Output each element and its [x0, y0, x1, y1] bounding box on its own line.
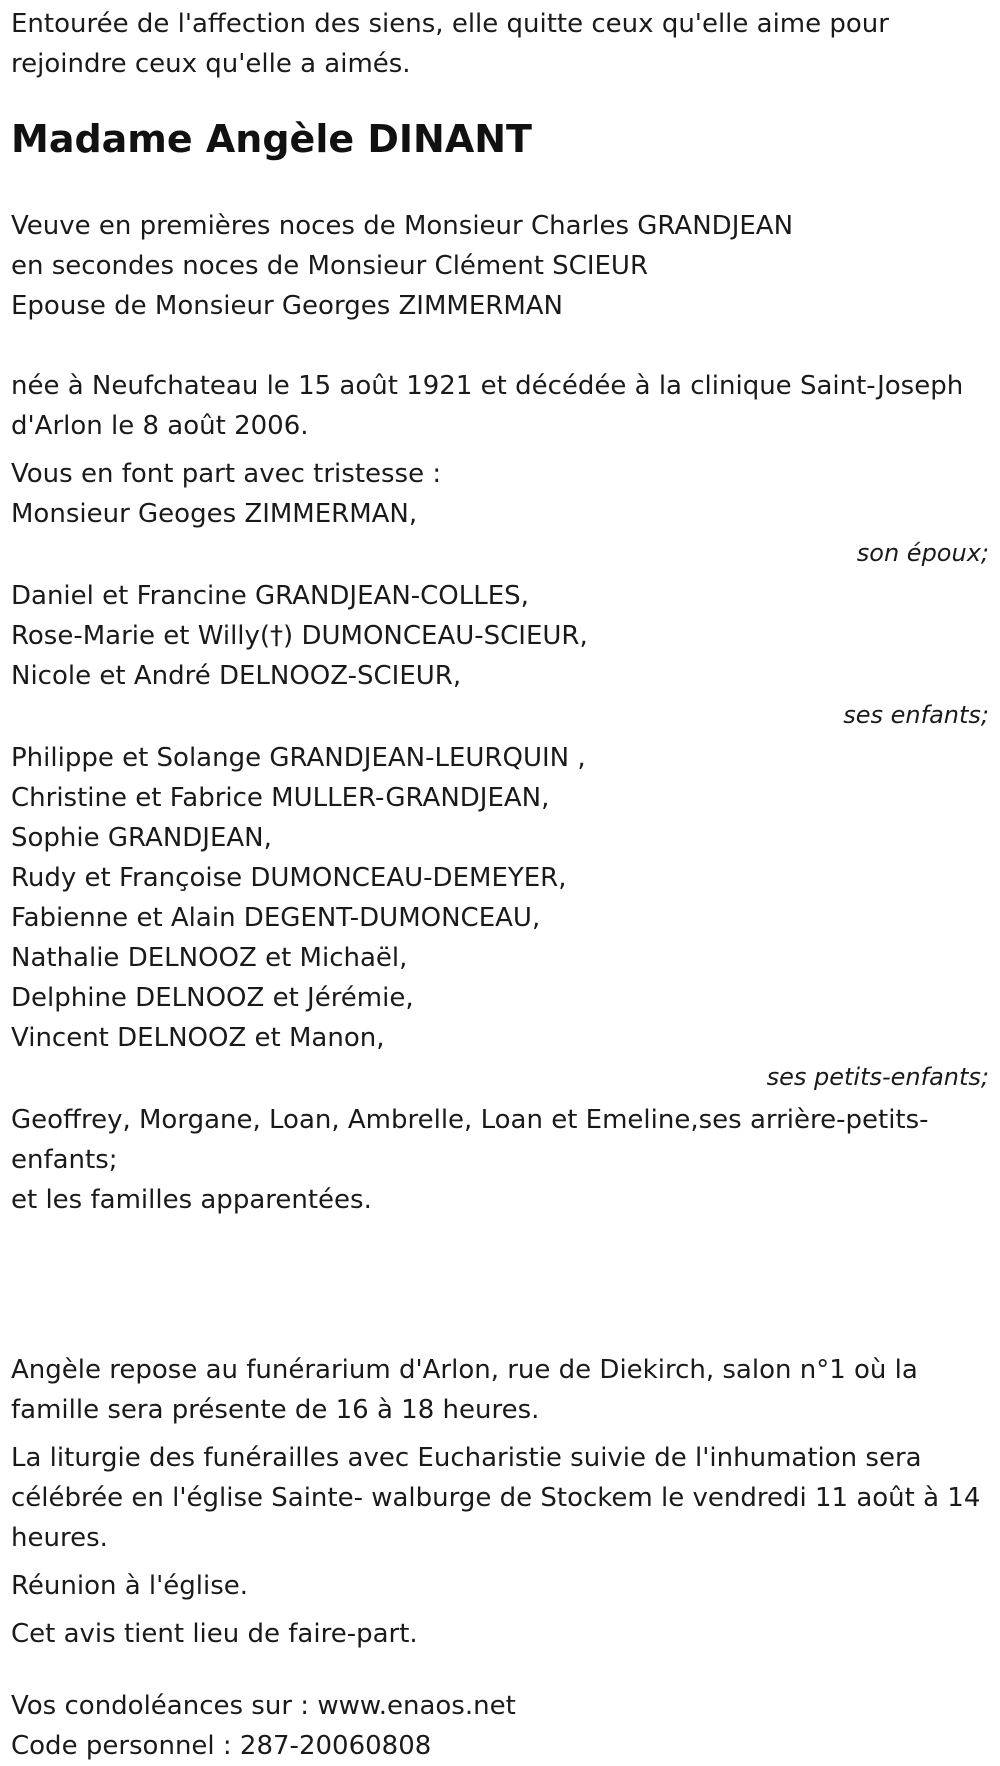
- family-member: Nathalie DELNOOZ et Michaël,: [11, 943, 408, 973]
- family-member: Geoffrey, Morgane, Loan, Ambrelle, Loan et Emeline,ses arrière-petits-: [11, 1105, 929, 1135]
- family-member: Daniel et Francine GRANDJEAN-COLLES,: [11, 581, 529, 611]
- family-member: Monsieur Geoges ZIMMERMAN,: [11, 499, 418, 529]
- family-member: Sophie GRANDJEAN,: [11, 823, 272, 853]
- great-grandchildren-group: [11, 1100, 991, 1180]
- birth-death-info: [11, 366, 991, 446]
- condolences-info: [11, 1686, 991, 1766]
- liturgy-line: heures.: [11, 1523, 108, 1553]
- children-group: [11, 576, 991, 728]
- birth-death-line: née à Neufchateau le 15 août 1921 et décédée à la clinique Saint-Joseph: [11, 371, 964, 401]
- marriage-line: Epouse de Monsieur Georges ZIMMERMAN: [11, 291, 564, 321]
- relation-label: son époux;: [856, 539, 989, 567]
- family-member: Nicole et André DELNOOZ-SCIEUR,: [11, 661, 462, 691]
- liturgy-line: célébrée en l'église Sainte- walburge de Stockem le vendredi 11 août à 14: [11, 1483, 981, 1513]
- family-member: Philippe et Solange GRANDJEAN-LEURQUIN ,: [11, 743, 586, 773]
- family-member: Fabienne et Alain DEGENT-DUMONCEAU,: [11, 903, 541, 933]
- spacer: [11, 1220, 991, 1350]
- liturgy-line: La liturgie des funérailles avec Eucharistie suivie de l'inhumation sera: [11, 1443, 922, 1473]
- family-member: enfants;: [11, 1145, 118, 1175]
- notice-line: Cet avis tient lieu de faire-part.: [11, 1619, 418, 1649]
- rest-line: Angèle repose au funérarium d'Arlon, rue de Diekirch, salon n°1 où la: [11, 1355, 918, 1385]
- relation-label: ses petits-enfants;: [766, 1063, 989, 1091]
- grandchildren-group: [11, 738, 991, 1090]
- marriage-info: [11, 206, 991, 326]
- meeting-line: Réunion à l'église.: [11, 1571, 249, 1601]
- intro-line: rejoindre ceux qu'elle a aimés.: [11, 49, 411, 79]
- intro-line: Entourée de l'affection des siens, elle quitte ceux qu'elle aime pour: [11, 9, 889, 39]
- marriage-line: en secondes noces de Monsieur Clément SCIEUR: [11, 251, 649, 281]
- intro-text: [11, 4, 991, 84]
- family-member: Delphine DELNOOZ et Jérémie,: [11, 983, 414, 1013]
- birth-death-line: d'Arlon le 8 août 2006.: [11, 411, 309, 441]
- announcement-line: Vous en font part avec tristesse :: [11, 459, 442, 489]
- rest-line: famille sera présente de 16 à 18 heures.: [11, 1395, 540, 1425]
- liturgy-info: [11, 1438, 991, 1558]
- family-member: Rudy et Françoise DUMONCEAU-DEMEYER,: [11, 863, 567, 893]
- obituary-notice: [11, 4, 991, 1766]
- family-member: Rose-Marie et Willy(†) DUMONCEAU-SCIEUR,: [11, 621, 588, 651]
- family-member: Christine et Fabrice MULLER-GRANDJEAN,: [11, 783, 550, 813]
- personal-code-line: Code personnel : 287-20060808: [11, 1731, 432, 1761]
- relation-label: ses enfants;: [843, 701, 989, 729]
- rest-info: [11, 1350, 991, 1430]
- family-member: Vincent DELNOOZ et Manon,: [11, 1023, 385, 1053]
- spacer: [11, 1654, 991, 1686]
- deceased-name: Madame Angèle DINANT: [11, 117, 532, 161]
- marriage-line: Veuve en premières noces de Monsieur Charles GRANDJEAN: [11, 211, 794, 241]
- families-line: et les familles apparentées.: [11, 1185, 372, 1215]
- spouse-group: [11, 494, 991, 566]
- condolences-line: Vos condoléances sur : www.enaos.net: [11, 1691, 516, 1721]
